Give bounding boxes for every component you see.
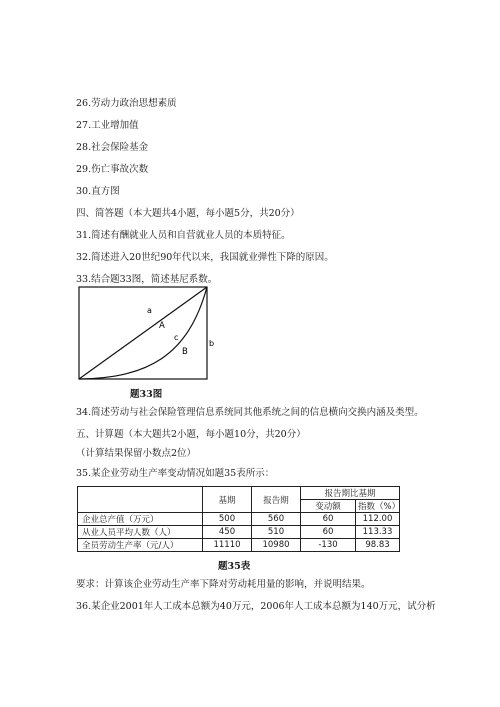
table-row bbox=[78, 526, 400, 539]
question-31: 31.简述有酬就业人员和自营就业人员的本质特征。 bbox=[76, 230, 291, 241]
section-4-heading: 四、简答题（本大题共4小题，每小题5分，共20分） bbox=[76, 208, 300, 219]
requirement-text: 要求：计算该企业劳动生产率下降对劳动耗用量的影响，并说明结果。 bbox=[76, 579, 371, 590]
row-label: 全员劳动生产率（元/人） bbox=[78, 539, 203, 552]
question-34: 34.简述劳动与社会保险管理信息系统同其他系统之间的信息横向交换内涵及类型。 bbox=[76, 407, 424, 418]
label-A: A bbox=[159, 321, 165, 331]
table-row bbox=[78, 513, 400, 526]
header-compare: 报告期比基期 bbox=[301, 487, 400, 500]
cell: 450 bbox=[203, 526, 252, 539]
question-33: 33.结合题33图，简述基尼系数。 bbox=[76, 274, 218, 285]
cell: 98.83 bbox=[356, 539, 400, 552]
label-a: a bbox=[147, 306, 152, 315]
header-index: 指数（%） bbox=[356, 500, 400, 513]
cell: 60 bbox=[301, 513, 356, 526]
question-32: 32.简述进入20世纪90年代以来，我国就业弹性下降的原因。 bbox=[76, 252, 334, 263]
cell: 112.00 bbox=[356, 513, 400, 526]
question-36: 36.某企业2001年人工成本总额为40万元，2006年人工成本总额为140万元，试分析 bbox=[76, 601, 436, 612]
cell: 11110 bbox=[203, 539, 252, 552]
cell: 113.33 bbox=[356, 526, 400, 539]
lorenz-curve-figure bbox=[78, 276, 218, 391]
header-change: 变动额 bbox=[301, 500, 356, 513]
productivity-table bbox=[77, 486, 400, 552]
question-30: 30.直方图 bbox=[76, 186, 120, 197]
header-empty bbox=[78, 487, 203, 513]
header-report: 报告期 bbox=[252, 487, 301, 513]
equality-diagonal bbox=[79, 287, 207, 379]
header-base: 基期 bbox=[203, 487, 252, 513]
table-header-row bbox=[78, 487, 400, 500]
question-29: 29.伤亡事故次数 bbox=[76, 164, 149, 175]
cell: 500 bbox=[203, 513, 252, 526]
cell: 510 bbox=[252, 526, 301, 539]
cell: 560 bbox=[252, 513, 301, 526]
question-26: 26.劳动力政治思想素质 bbox=[76, 98, 177, 109]
cell: 60 bbox=[301, 526, 356, 539]
table-row bbox=[78, 539, 400, 552]
question-28: 28.社会保险基金 bbox=[76, 142, 149, 153]
label-b: b bbox=[209, 339, 215, 348]
table-caption: 题35表 bbox=[218, 561, 251, 572]
question-35: 35.某企业劳动生产率变动情况如题35表所示： bbox=[76, 468, 275, 479]
question-27: 27.工业增加值 bbox=[76, 120, 139, 131]
calc-note: （计算结果保留小数点2位） bbox=[76, 448, 197, 459]
cell: -130 bbox=[301, 539, 356, 552]
section-5-heading: 五、计算题（本大题共2小题，每小题10分，共20分） bbox=[76, 429, 306, 440]
label-B: B bbox=[182, 347, 188, 357]
row-label: 从业人员平均人数（人） bbox=[78, 526, 203, 539]
row-label: 企业总产值（万元） bbox=[78, 513, 203, 526]
label-c: c bbox=[174, 333, 179, 342]
cell: 10980 bbox=[252, 539, 301, 552]
figure-caption: 题33图 bbox=[130, 389, 163, 400]
